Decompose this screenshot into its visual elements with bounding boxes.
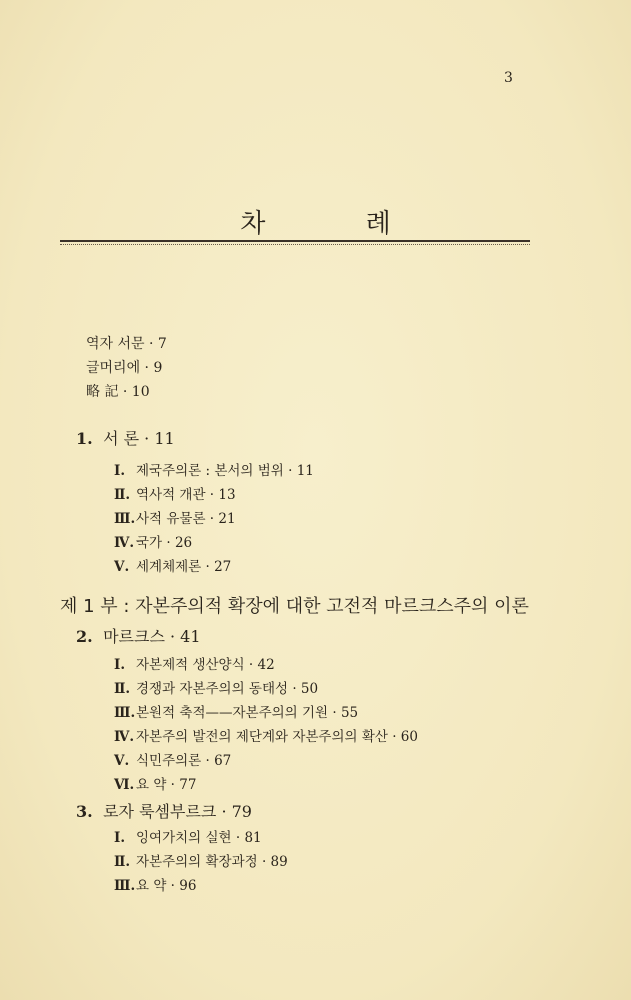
section-title: 자본주의 발전의 제단계와 자본주의의 확산 · 60: [136, 729, 418, 745]
section-title: 경쟁과 자본주의의 동태성 · 50: [136, 681, 319, 697]
section-numeral: Ⅰ.: [114, 830, 126, 846]
section-numeral: Ⅲ.: [114, 705, 136, 721]
toc-section: [114, 555, 231, 575]
part-heading-1: 제 1 부 : 자본주의적 확장에 대한 고전적 마르크스주의 이론: [60, 596, 529, 617]
chapter-title: 마르크스 · 41: [103, 627, 201, 646]
chapter-heading-3: [76, 799, 252, 822]
chapter-number: 3.: [76, 802, 93, 821]
section-numeral: Ⅳ.: [114, 535, 135, 551]
toc-section: [114, 459, 314, 479]
section-title: 자본제적 생산양식 · 42: [136, 657, 275, 673]
toc-section: [114, 701, 358, 721]
section-title: 요 약 · 96: [136, 878, 197, 894]
contents-title: 차 례: [240, 209, 437, 239]
section-title: 역사적 개관 · 13: [136, 487, 236, 503]
toc-section: [114, 531, 192, 551]
chapter-number: 2.: [76, 627, 93, 646]
section-numeral: Ⅲ.: [114, 878, 136, 894]
toc-entry-abbreviations: 略 記 · 10: [86, 384, 150, 400]
section-numeral: Ⅱ.: [114, 854, 131, 870]
toc-section: [114, 653, 275, 673]
section-title: 식민주의론 · 67: [136, 753, 232, 769]
section-numeral: Ⅵ.: [114, 777, 135, 793]
chapter-heading-1: [76, 426, 175, 449]
section-title: 사적 유물론 · 21: [136, 511, 236, 527]
section-numeral: Ⅰ.: [114, 463, 126, 479]
toc-entry-foreword: 글머리에 · 9: [86, 360, 163, 376]
section-numeral: Ⅱ.: [114, 487, 131, 503]
title-rule: [60, 240, 530, 242]
chapter-title: 서 론 · 11: [103, 429, 175, 448]
section-title: 국가 · 26: [136, 535, 193, 551]
toc-section: [114, 483, 236, 503]
chapter-number: 1.: [76, 429, 93, 448]
chapter-title: 로자 룩셈부르크 · 79: [103, 802, 252, 821]
toc-section: [114, 507, 236, 527]
toc-section: [114, 826, 262, 846]
section-numeral: Ⅴ.: [114, 753, 130, 769]
section-title: 자본주의의 확장과정 · 89: [136, 854, 288, 870]
section-title: 요 약 · 77: [136, 777, 197, 793]
page-number: 3: [504, 70, 513, 86]
section-title: 본원적 축적——자본주의의 기원 · 55: [136, 705, 359, 721]
toc-entry-preface: 역자 서문 · 7: [86, 336, 167, 352]
section-numeral: Ⅰ.: [114, 657, 126, 673]
section-numeral: Ⅲ.: [114, 511, 136, 527]
section-numeral: Ⅴ.: [114, 559, 130, 575]
title-rule-dotted: [60, 244, 530, 245]
chapter-heading-2: [76, 624, 201, 647]
section-title: 세계체제론 · 27: [136, 559, 232, 575]
toc-section: [114, 850, 288, 870]
section-numeral: Ⅱ.: [114, 681, 131, 697]
toc-section: [114, 874, 196, 894]
toc-section: [114, 749, 231, 769]
toc-section: [114, 725, 418, 745]
section-title: 잉여가치의 실현 · 81: [136, 830, 262, 846]
toc-section: [114, 677, 318, 697]
section-numeral: Ⅳ.: [114, 729, 135, 745]
toc-section: [114, 773, 196, 793]
section-title: 제국주의론 : 본서의 범위 · 11: [136, 463, 314, 479]
